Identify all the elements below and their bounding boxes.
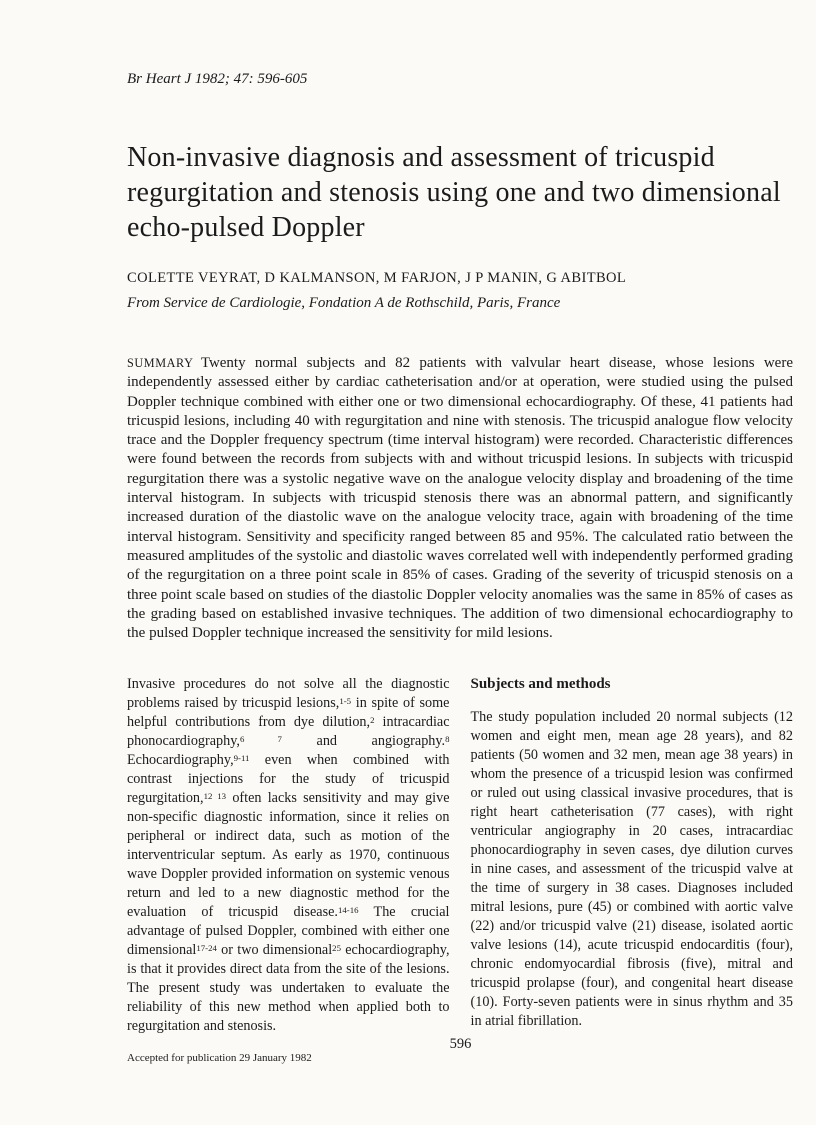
journal-name: Br Heart J xyxy=(127,71,192,87)
left-column xyxy=(127,675,450,1065)
summary-paragraph xyxy=(127,354,793,643)
summary-label: SUMMARY xyxy=(127,356,194,370)
right-column xyxy=(471,675,794,1065)
methods-heading: Subjects and methods xyxy=(470,676,611,693)
introduction-paragraph: Invasive procedures do not solve all the diagnostic problems raised by tricuspid lesions,$^{1-5}$ in spite of some helpful contributions from dye dilution,$^2$ intracardiac phonocardiography,$^{6 7}$ and angiography.$^8$ Echocardiography,$^{9-11}$ even when combined with contrast injections for the study of tricuspid regurgitation,$^{12 13}$ often lacks sensitivity and may give non-specific diagnostic information, since it relies on peripheral or indirect data, such as motion of the interventricular septum. As early as 1970, continuous wave Doppler provided information on systemic venous return and led to a new diagnostic method for the evaluation of tricuspid disease.$^{14-16}$ The crucial advantage of pulsed Doppler, combined with either one dimensional$^{17-24}$ or two dimensional$^{25}$ echocardiography, is that it provides direct data from the site of the lesions. The present study was undertaken to evaluate the reliability of this new method when applied both to regurgitation and stenosis. xyxy=(127,676,450,1035)
article-affiliation: From Service de Cardiologie, Fondation A de Rothschild, Paris, France xyxy=(127,295,561,311)
two-column-body xyxy=(127,675,793,1065)
article-authors: COLETTE VEYRAT, D KALMANSON, M FARJON, J P MANIN, G ABITBOL xyxy=(127,270,627,286)
journal-citation xyxy=(127,70,793,88)
accepted-note: Accepted for publication 29 January 1982 xyxy=(127,1052,312,1065)
article-title: Non-invasive diagnosis and assessment of tricuspid regurgitation and stenosis using one and two dimensional echo-pulsed Doppler xyxy=(127,142,781,243)
page-number: 596 xyxy=(449,1036,472,1052)
summary-text: Twenty normal subjects and 82 patients with valvular heart disease, whose lesions were independently assessed either by cardiac catheterisation and/or at operation, were studied using the pulsed Doppler technique combined with either one or two dimensional echocardiography. Of these, 41 patients had tricuspid lesions, including 40 with regurgitation and nine with stenosis. The tricuspid analogue flow velocity trace and the Doppler frequency spectrum (time interval histogram) were recorded. Characteristic differences were found between the records from subjects with and without tricuspid lesions. In subjects with tricuspid regurgitation there was a systolic negative wave on the analogue velocity display and broadening of the time interval histogram. In subjects with tricuspid stenosis there was an abnormal pattern, and significantly increased duration of the diastolic wave on the analogue velocity trace, again with broadening of the time interval histogram. Sensitivity and specificity ranged between 85 and 95%. The calculated ratio between the measured amplitudes of the systolic and diastolic waves correlated well with independently performed grading of the regurgitation on a three point scale in 85% of cases. Grading of the severity of tricuspid stenosis on a three point scale based on studies of the diastolic Doppler velocity anomalies was the same in 85% of cases as the grading based on established invasive techniques. The addition of two dimensional echocardiography to the pulsed Doppler technique increased the sensitivity for mild lesions. xyxy=(127,355,793,642)
citation-volume-pages: 1982; 47: 596-605 xyxy=(194,71,308,87)
methods-paragraph: The study population included 20 normal subjects (12 women and eight men, mean age 28 years), and 82 patients (50 women and 32 men, mean age 38 years) in whom the presence of a tricuspid lesion was confirmed or ruled out using classical invasive procedures, that is right heart catheterisation (77 cases), with right ventricular angiography in 20 cases, intracardiac phonocardiography in seven cases, dye dilution curves in nine cases, and assessment of the tricuspid valve at the time of surgery in 38 cases. Diagnoses included mitral lesions, pure (45) or combined with aortic valve (22) and/or tricuspid valve (21) disease, isolated aortic valve lesions (14), acute tricuspid endocarditis (four), chronic endomyocardial fibrosis (five), mitral and tricuspid prolapse (four), and congenital heart disease (10). Forty-seven patients were in sinus rhythm and 35 in atrial fibrillation. xyxy=(470,709,793,1030)
